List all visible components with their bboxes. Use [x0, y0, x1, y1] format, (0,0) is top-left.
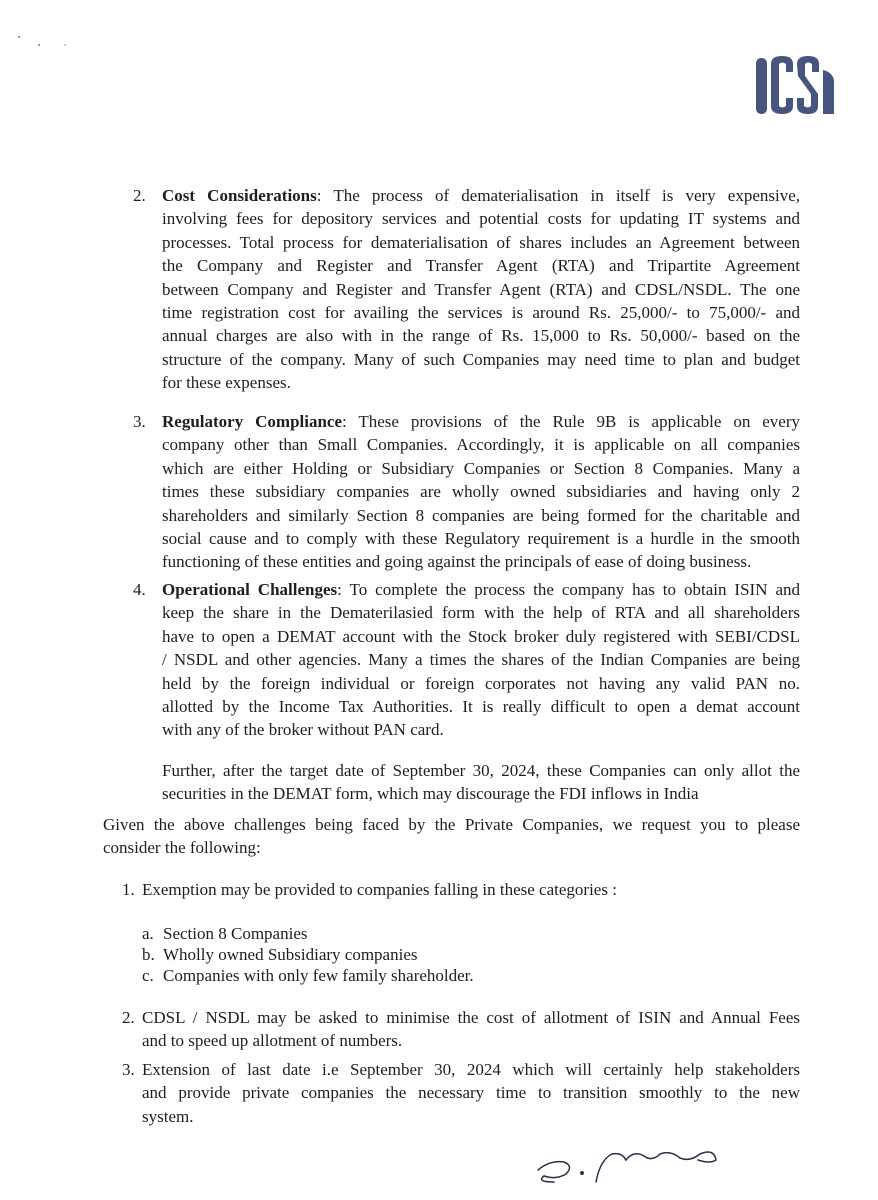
text-line: have to open a DEMAT account with the Stock broker duly registered with SEBI/CDSL	[162, 626, 800, 646]
challenge-item	[133, 578, 800, 742]
item-body	[142, 1006, 800, 1053]
request-item	[122, 878, 800, 901]
challenge-item	[133, 184, 800, 395]
item-number: 3.	[133, 412, 146, 431]
item-number: 1.	[122, 880, 135, 899]
category-text: Companies with only few family shareholder.	[163, 966, 474, 985]
item-heading: Operational Challenges	[162, 580, 338, 599]
text-line: annual charges are also with in the range of Rs. 15,000 to Rs. 50,000/- based on the	[162, 326, 800, 346]
item-heading: Regulatory Compliance	[162, 412, 343, 431]
item-heading: Cost Considerations	[162, 186, 317, 205]
scan-speck	[18, 36, 20, 38]
text-line: structure of the company. Many of such Companies may need time to plan and budget	[162, 349, 800, 369]
text-line: and provide private companies the necessary time to transition smoothly to the new	[142, 1083, 800, 1103]
request-item	[122, 1058, 800, 1128]
item-body	[142, 1058, 800, 1128]
text-line: social cause and to comply with these Regulatory requirement is a hurdle in the smooth	[162, 528, 800, 548]
icsi-logo	[752, 50, 842, 120]
further-paragraph	[162, 759, 800, 806]
category-item	[142, 964, 642, 987]
item-body	[162, 578, 800, 742]
request-item	[122, 1006, 800, 1053]
text-line: Further, after the target date of September 30, 2024, these Companies can only allot the	[162, 761, 800, 780]
text-line: Exemption may be provided to companies falling in these categories :	[142, 880, 617, 899]
category-text: Wholly owned Subsidiary companies	[163, 945, 418, 964]
request-paragraph	[103, 813, 800, 860]
category-item	[142, 922, 642, 945]
text-line: company other than Small Companies. Accordingly, it is applicable on all companies	[162, 435, 800, 455]
text-line: / NSDL and other agencies. Many a times the shares of the Indian Companies are being	[162, 650, 800, 670]
item-body	[142, 878, 800, 901]
text-line	[162, 410, 800, 433]
text-line: CDSL / NSDL may be asked to minimise the cost of allotment of ISIN and Annual Fees	[142, 1008, 800, 1027]
text-line: the Company and Register and Transfer Agent (RTA) and Tripartite Agreement	[162, 256, 800, 276]
item-body	[162, 184, 800, 395]
text-line: with any of the broker without PAN card.	[162, 720, 444, 740]
scan-speck	[38, 44, 40, 46]
text-line: shareholders and similarly Section 8 companies are being formed for the charitable and	[162, 505, 800, 525]
challenge-item	[133, 410, 800, 574]
text-line: functioning of these entities and going against the principals of ease of doing business.	[162, 552, 752, 572]
signature	[530, 1140, 730, 1185]
text-line	[162, 184, 800, 207]
item-number: 3.	[122, 1060, 135, 1079]
item-number: 2.	[133, 186, 146, 205]
text-line: between Company and Register and Transfer Agent (RTA) and CDSL/NSDL. The one	[162, 279, 800, 299]
text-line: Extension of last date i.e September 30, 2024 which will certainly help stakeholders	[142, 1060, 800, 1079]
text-line: which are either Holding or Subsidiary Companies or Section 8 Companies. Many a	[162, 458, 800, 478]
text-line: processes. Total process for dematerialisation of shares includes an Agreement between	[162, 232, 800, 252]
category-letter: a.	[142, 924, 154, 943]
item-text: : These provisions of the Rule 9B is applicable on every	[342, 412, 800, 431]
text-line: held by the foreign individual or foreign corporates not having any valid PAN no.	[162, 673, 800, 693]
text-line: times these subsidiary companies are wholly owned subsidiaries and having only 2	[162, 482, 800, 502]
text-line: keep the share in the Dematerilasied form with the help of RTA and all shareholders	[162, 603, 800, 623]
item-body	[162, 410, 800, 574]
item-text: : To complete the process the company has to obtain ISIN and	[337, 580, 800, 599]
category-text: Section 8 Companies	[163, 924, 308, 943]
text-line	[162, 578, 800, 601]
item-number: 2.	[122, 1008, 135, 1027]
category-letter: b.	[142, 945, 155, 964]
scan-speck	[64, 44, 66, 46]
text-line: time registration cost for availing the services is around Rs. 25,000/- to 75,000/- and	[162, 302, 800, 322]
text-line: allotted by the Income Tax Authorities. It is really difficult to open a demat account	[162, 696, 800, 716]
text-line: consider the following:	[103, 838, 261, 858]
text-line: involving fees for depository services and potential costs for updating IT systems and	[162, 209, 800, 229]
category-letter: c.	[142, 966, 154, 985]
text-line: Given the above challenges being faced by the Private Companies, we request you to please	[103, 815, 800, 834]
text-line: securities in the DEMAT form, which may discourage the FDI inflows in India	[162, 784, 699, 804]
text-line: system.	[142, 1106, 194, 1126]
item-text: : The process of dematerialisation in itself is very expensive,	[316, 186, 800, 205]
category-item	[142, 943, 642, 966]
item-number: 4.	[133, 580, 146, 599]
text-line: for these expenses.	[162, 373, 291, 393]
text-line: and to speed up allotment of numbers.	[142, 1031, 403, 1051]
